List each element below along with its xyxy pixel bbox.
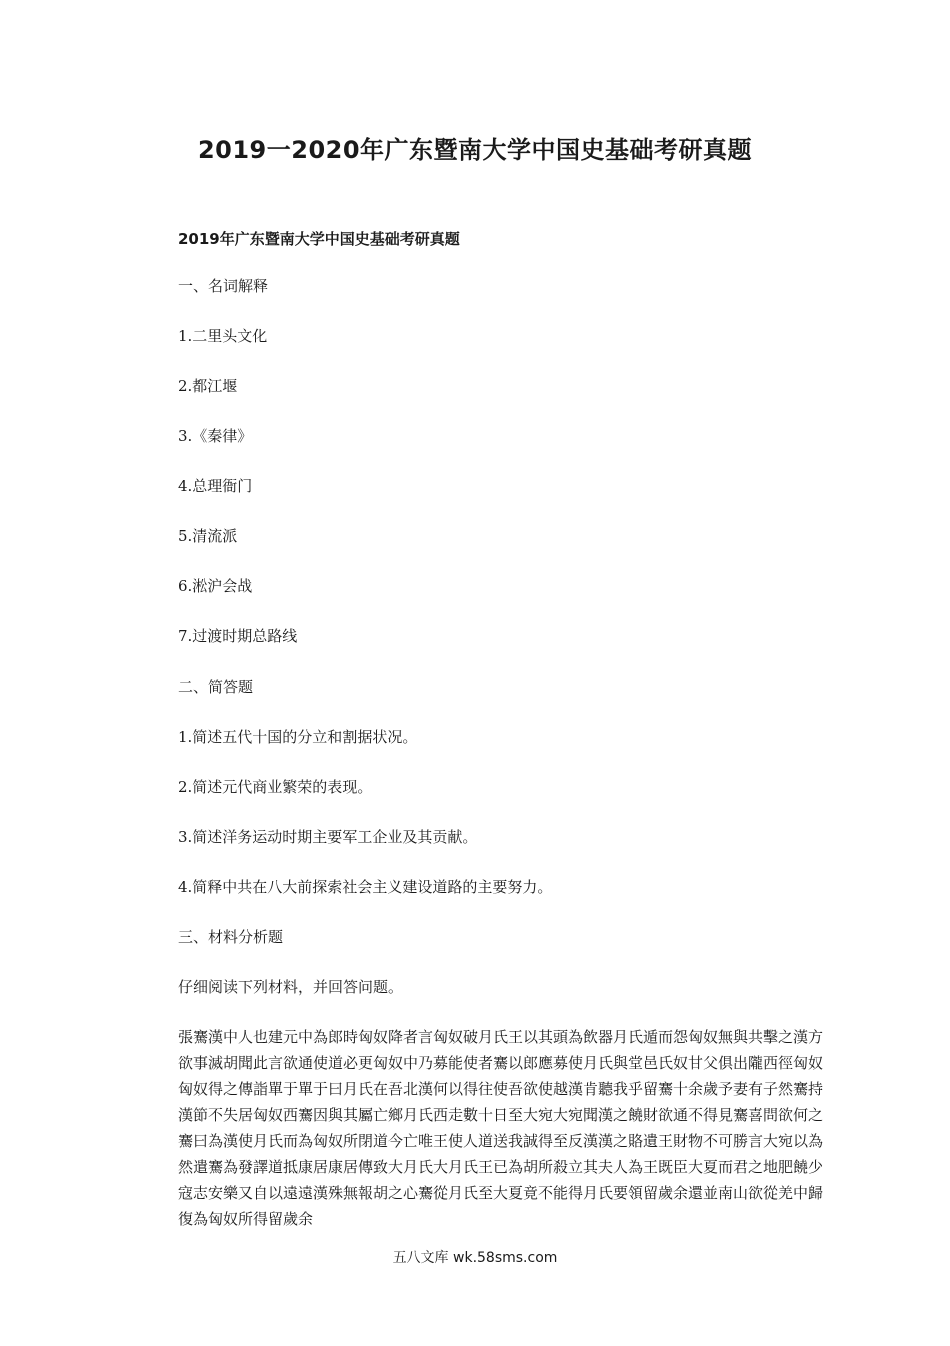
material-text: 張騫漢中人也建元中為郎時匈奴降者言匈奴破月氏王以其頭為飲器月氏遁而怨匈奴無與共擊之漢方欲事滅胡聞此言欲通使道必更匈奴中乃募能使者騫以郎應募使月氏與堂邑氏奴甘父俱出隴西徑匈奴匈奴得之傳詣單于單于曰月氏在吾北漢何以得往使吾欲使越漢肯聽我乎留騫十余歲予妻有子然騫持漢節不失居匈奴西騫因與其屬亡鄉月氏西走數十日至大宛大宛聞漢之饒財欲通不得見騫喜問欲何之騫曰為漢使月氏而為匈奴所閉道今亡唯王使人道送我誠得至反漢漢之賂遺王財物不可勝言大宛以為然遣騫為發譯道抵康居康居傳致大月氏大月氏王已為胡所殺立其夫人為王既臣大夏而君之地肥饒少寇志安樂又自以遠遠漢殊無報胡之心騫從月氏至大夏竟不能得月氏要領留歲余還並南山欲從羌中歸復為匈奴所得留歲余 [178,1028,824,1228]
section-heading-terms: 一、名词解释 [178,277,269,295]
material-instruction: 仔细阅读下列材料，并回答问题。 [178,978,404,996]
term-item: 6.淞沪会战 [178,577,253,595]
term-item: 3.《秦律》 [178,427,253,445]
question-item: 3.简述洋务运动时期主要军工企业及其贡献。 [178,828,478,846]
section-heading-short-answer: 二、简答题 [178,678,254,696]
term-item: 7.过渡时期总路线 [178,627,298,645]
page-title: 2019一2020年广东暨南大学中国史基础考研真题 [197,136,753,164]
term-item: 4.总理衙门 [178,477,253,495]
question-item: 2.简述元代商业繁荣的表现。 [178,778,373,796]
term-item: 1.二里头文化 [178,327,268,345]
question-item: 4.简释中共在八大前探索社会主义建设道路的主要努力。 [178,878,553,896]
exam-subtitle: 2019年广东暨南大学中国史基础考研真题 [178,230,460,248]
footer-watermark: 五八文库 wk.58sms.com [392,1250,558,1266]
term-item: 2.都江堰 [178,377,238,395]
term-item: 5.清流派 [178,527,238,545]
question-item: 1.简述五代十国的分立和割据状况。 [178,728,418,746]
section-heading-material: 三、材料分析题 [178,928,284,946]
